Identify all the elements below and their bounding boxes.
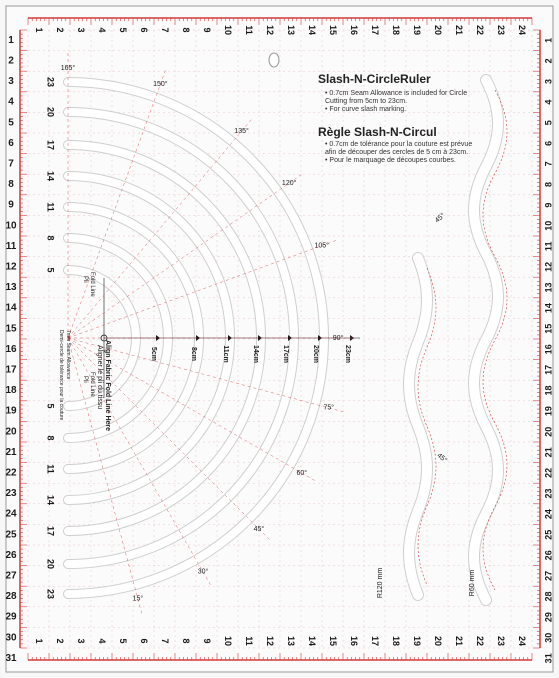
left-scale-label: 27 — [5, 570, 17, 582]
slot-label-upper: 20 — [45, 106, 56, 118]
slot-label-upper: 11 — [45, 202, 56, 212]
bottom-scale-label: 21 — [454, 635, 465, 647]
slot-label-lower: 17 — [45, 525, 56, 537]
right-scale-label: 13 — [543, 282, 554, 293]
bottom-scale-label: 4 — [97, 638, 108, 644]
bottom-scale-label: 20 — [433, 635, 444, 647]
bottom-scale-label: 5 — [118, 638, 129, 644]
right-scale-label: 26 — [543, 550, 554, 561]
right-scale-label: 1 — [543, 37, 554, 43]
left-scale-label: 23 — [5, 488, 17, 500]
top-scale-label: 11 — [244, 25, 255, 35]
angle-label: 165° — [60, 64, 76, 72]
left-scale-label: 5 — [8, 117, 14, 129]
right-scale-label: 3 — [543, 78, 554, 85]
top-scale-label: 7 — [160, 27, 171, 33]
right-scale-label: 9 — [543, 202, 554, 208]
top-scale-label: 19 — [412, 24, 423, 36]
angle-label: 105° — [314, 242, 329, 250]
radius-label: 14cm — [252, 345, 260, 363]
radius-label: 23cm — [344, 345, 352, 363]
angle-label: 120° — [281, 179, 297, 187]
bottom-scale-label: 10 — [223, 635, 234, 647]
top-scale-label: 14 — [307, 24, 318, 36]
left-scale-label: 25 — [5, 529, 17, 541]
right-scale-label: 4 — [543, 99, 554, 105]
right-scale-label: 14 — [543, 303, 554, 314]
bottom-scale-label: 23 — [496, 635, 507, 647]
right-scale-label: 30 — [543, 632, 554, 643]
left-scale-label: 29 — [5, 611, 17, 623]
angle-label: 150° — [153, 81, 168, 89]
fold-align-text-fr: Aligner le pli du tissu — [96, 345, 103, 410]
top-scale-label: 4 — [97, 27, 108, 33]
left-scale-label: 3 — [8, 76, 14, 88]
left-scale-label: 16 — [5, 343, 17, 355]
bullet-en-2: • For curve slash marking. — [325, 106, 475, 114]
top-scale-label: 5 — [118, 27, 129, 33]
bottom-scale-label: 13 — [286, 635, 297, 647]
left-scale-label: 15 — [5, 323, 17, 335]
slot-label-lower: 23 — [45, 588, 56, 600]
left-scale-label: 22 — [5, 467, 17, 479]
inner-radius-label: R120 mm — [376, 567, 384, 599]
radius-label: 11cm — [222, 345, 230, 363]
top-scale-label: 12 — [265, 24, 276, 36]
right-scale-label: 16 — [543, 344, 554, 355]
radius-label: 5cm — [150, 346, 158, 362]
bottom-scale-label: 3 — [76, 638, 87, 644]
bullets-fr — [315, 141, 485, 165]
left-scale-label: 6 — [8, 137, 14, 149]
top-scale-label: 8 — [181, 27, 192, 33]
right-scale-label: 22 — [543, 467, 554, 478]
left-scale-label: 28 — [5, 591, 17, 603]
bottom-scale-label: 7 — [160, 638, 171, 644]
bottom-scale-label: 19 — [412, 635, 423, 647]
slot-label-upper: 5 — [45, 267, 56, 273]
top-scale-label: 18 — [391, 24, 402, 36]
curve-angle-label-top: 45° — [433, 212, 447, 225]
angle-label: 30° — [197, 568, 209, 576]
right-scale-label: 21 — [543, 447, 554, 458]
left-scale-label: 7 — [8, 158, 14, 170]
left-scale-label: 14 — [5, 302, 17, 314]
bottom-scale-label: 1 — [34, 638, 45, 644]
right-scale-label: 11 — [543, 241, 554, 252]
fold-line-label-top: Fold Line — [89, 272, 95, 297]
top-scale-label: 16 — [349, 24, 360, 36]
slot-label-lower: 20 — [45, 558, 56, 570]
curve-angle-label-bottom: 45° — [435, 452, 449, 465]
fold-align-text: Align Fabric Fold Line Here — [104, 340, 111, 432]
right-scale-label: 23 — [543, 488, 554, 499]
left-scale-label: 24 — [5, 508, 17, 520]
angle-label: 60° — [296, 469, 308, 477]
angle-label: 90° — [332, 334, 344, 342]
left-scale-label: 9 — [8, 199, 14, 211]
left-scale-label: 20 — [5, 426, 17, 438]
slot-label-upper: 17 — [45, 139, 56, 151]
right-scale-label: 6 — [543, 140, 554, 146]
right-scale-label: 27 — [543, 570, 554, 581]
right-scale-label: 24 — [543, 509, 554, 520]
left-scale-label: 30 — [5, 632, 17, 644]
bullet-fr-2: • Pour le marquage de découpes courbes. — [325, 157, 485, 165]
left-scale-label: 31 — [5, 652, 17, 664]
radius-label: 8cm — [190, 346, 198, 362]
right-scale-label: 17 — [543, 364, 554, 375]
bottom-scale-label: 16 — [349, 635, 360, 647]
top-scale-label: 23 — [496, 24, 507, 36]
fold-line-label-top-fr: Pli — [82, 276, 88, 283]
seam-note: 7mm Seam Allowance — [65, 330, 71, 380]
slot-label-lower: 5 — [45, 403, 56, 409]
top-scale-label: 20 — [433, 24, 444, 36]
left-scale-label: 1 — [8, 34, 14, 46]
slot-label-upper: 8 — [45, 235, 56, 241]
bottom-scale-label: 12 — [265, 635, 276, 647]
bottom-scale-label: 17 — [370, 635, 381, 647]
left-scale-label: 19 — [5, 405, 17, 417]
left-scale-label: 12 — [5, 261, 17, 273]
bottom-scale-label: 24 — [517, 635, 528, 647]
right-scale-label: 2 — [543, 58, 554, 64]
bullet-fr-1: • 0.7cm de tolérance pour la couture est prévue afin de découper des cercles de 5 cm à 23cm. — [325, 141, 485, 157]
hang-hole — [269, 53, 279, 67]
top-scale-label: 10 — [223, 24, 234, 36]
angle-label: 45° — [253, 525, 265, 533]
top-scale-label: 17 — [370, 24, 381, 36]
bottom-scale-label: 11 — [244, 636, 255, 646]
angle-label: 75° — [323, 404, 335, 412]
right-scale-label: 31 — [543, 653, 554, 664]
bullets-en — [315, 90, 475, 114]
bottom-scale-label: 14 — [307, 635, 318, 647]
top-scale-label: 24 — [517, 24, 528, 36]
left-scale-label: 17 — [5, 364, 17, 376]
top-scale-label: 9 — [202, 27, 213, 33]
slot-label-lower: 8 — [45, 435, 56, 441]
title-en: Slash-N-CircleRuler — [318, 72, 431, 86]
right-scale-label: 8 — [543, 181, 554, 188]
slot-label-lower: 14 — [45, 494, 56, 506]
angle-label: 15° — [132, 595, 144, 603]
left-scale-label: 4 — [8, 96, 14, 108]
slot-label-upper: 23 — [45, 76, 56, 88]
right-scale-label: 10 — [543, 220, 554, 231]
left-scale-label: 11 — [5, 240, 17, 252]
slot-label-lower: 11 — [45, 464, 56, 474]
left-scale-label: 18 — [5, 385, 17, 397]
radius-label: 17cm — [282, 345, 290, 363]
top-scale-label: 21 — [454, 24, 465, 36]
right-scale-label: 29 — [543, 612, 554, 623]
left-scale-label: 21 — [5, 446, 17, 458]
left-scale-label: 8 — [8, 179, 14, 191]
right-scale-label: 12 — [543, 261, 554, 272]
top-scale-label: 22 — [475, 24, 486, 36]
right-scale-label: 7 — [543, 161, 554, 167]
fold-line-label-bottom: Fold Line — [89, 372, 95, 397]
left-scale-label: 2 — [8, 55, 14, 67]
slot-label-upper: 14 — [45, 170, 56, 182]
seam-note-fr: Demi-cercle de tolérance pour la couture — [58, 330, 64, 421]
right-scale-label: 5 — [543, 120, 554, 126]
right-scale-label: 18 — [543, 385, 554, 396]
radius-label: 20cm — [312, 345, 320, 363]
fold-line-label-bottom-fr: Pli — [82, 376, 88, 383]
angle-label: 135° — [234, 128, 249, 136]
left-scale-label: 10 — [5, 220, 17, 232]
bottom-scale-label: 18 — [391, 635, 402, 647]
bottom-scale-label: 22 — [475, 635, 486, 647]
left-scale-label: 13 — [5, 282, 17, 294]
top-scale-label: 1 — [34, 27, 45, 33]
right-scale-label: 25 — [543, 529, 554, 540]
right-scale-label: 28 — [543, 591, 554, 602]
top-scale-label: 13 — [286, 24, 297, 36]
top-scale-label: 2 — [55, 27, 66, 33]
bottom-scale-label: 9 — [202, 638, 213, 644]
top-scale-label: 6 — [139, 27, 150, 33]
right-scale-label: 20 — [543, 426, 554, 437]
top-scale-label: 3 — [76, 27, 87, 33]
bullet-en-1: • 0.7cm Seam Allowance is included for Circle Cutting from 5cm to 23cm. — [325, 90, 475, 106]
left-scale-label: 26 — [5, 549, 17, 561]
top-scale-label: 15 — [328, 24, 339, 36]
bottom-scale-label: 8 — [181, 638, 192, 644]
bottom-scale-label: 6 — [139, 638, 150, 644]
outer-radius-label: R60 mm — [468, 569, 476, 597]
bottom-scale-label: 2 — [55, 638, 66, 644]
bottom-scale-label: 15 — [328, 635, 339, 647]
right-scale-label: 19 — [543, 406, 554, 417]
right-scale-label: 15 — [543, 323, 554, 334]
title-fr: Règle Slash-N-Circul — [318, 125, 437, 139]
